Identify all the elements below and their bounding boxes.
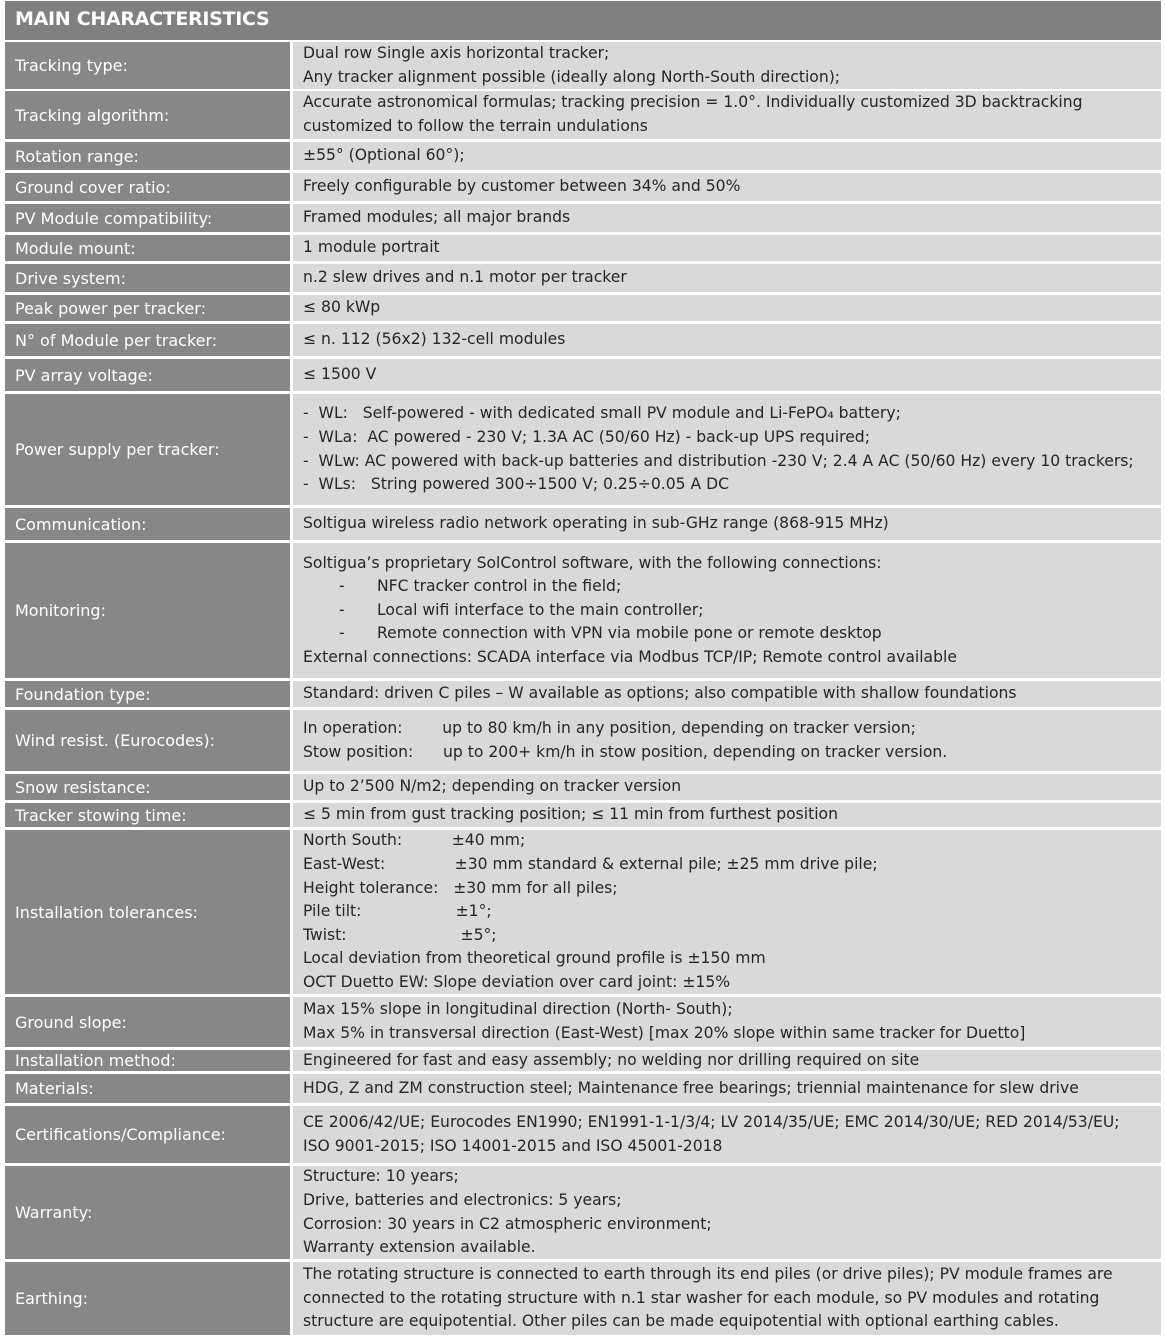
row-value bbox=[293, 710, 1161, 771]
row-label: Ground slope: bbox=[5, 997, 290, 1047]
table-row bbox=[5, 235, 1161, 261]
row-label: Tracking algorithm: bbox=[5, 91, 290, 139]
bullet-dash: - bbox=[339, 624, 345, 643]
value-line: Standard: driven C piles – W available as options; also compatible with shallow foundations bbox=[303, 684, 1017, 703]
bullet-line: - Remote connection with VPN via mobile pone or remote desktop bbox=[303, 622, 1161, 646]
value-line: Up to 2’500 N/m2; depending on tracker version bbox=[303, 777, 682, 796]
row-value bbox=[293, 803, 1161, 827]
row-label: N° of Module per tracker: bbox=[5, 324, 290, 356]
table-row bbox=[5, 508, 1161, 540]
bullet-line: - Local wifi interface to the main controller; bbox=[303, 599, 1161, 623]
value-line: ≤ 80 kWp bbox=[303, 298, 381, 317]
table-row bbox=[5, 173, 1161, 201]
table-row bbox=[5, 359, 1161, 391]
value-line: HDG, Z and ZM construction steel; Maintenance free bearings; triennial maintenance for slew drive bbox=[303, 1078, 1079, 1097]
bullet-dash: - bbox=[339, 600, 345, 619]
value-line: External connections: SCADA interface via Modbus TCP/IP; Remote control available bbox=[303, 647, 957, 666]
value-line: Local deviation from theoretical ground profile is ±150 mm bbox=[303, 949, 766, 968]
value-line: Stow position: up to 200+ km/h in stow position, depending on tracker version. bbox=[303, 742, 948, 761]
row-label: Drive system: bbox=[5, 264, 290, 292]
value-line: Framed modules; all major brands bbox=[303, 208, 571, 227]
table-row bbox=[5, 1106, 1161, 1163]
row-value bbox=[293, 204, 1161, 232]
value-line: East-West: ±30 mm standard & external pile; ±25 mm drive pile; bbox=[303, 855, 878, 874]
value-line: n.2 slew drives and n.1 motor per tracker bbox=[303, 268, 627, 287]
row-value bbox=[293, 173, 1161, 201]
row-label: Rotation range: bbox=[5, 142, 290, 170]
row-value bbox=[293, 295, 1161, 321]
table-row bbox=[5, 997, 1161, 1047]
row-value bbox=[293, 1262, 1161, 1335]
value-line: Freely configurable by customer between 34% and 50% bbox=[303, 177, 741, 196]
value-line: Height tolerance: ±30 mm for all piles; bbox=[303, 878, 618, 897]
value-line: Max 15% slope in longitudinal direction (North- South); bbox=[303, 1000, 733, 1019]
value-line: Any tracker alignment possible (ideally along North-South direction); bbox=[303, 67, 841, 86]
value-line: 1 module portrait bbox=[303, 238, 440, 257]
value-line: Soltigua wireless radio network operating in sub-GHz range (868-915 MHz) bbox=[303, 514, 889, 533]
row-label: Materials: bbox=[5, 1074, 290, 1103]
table-row bbox=[5, 264, 1161, 292]
table-row bbox=[5, 394, 1161, 505]
row-value bbox=[293, 997, 1161, 1047]
value-line: connected to the rotating structure with n.1 star washer for each module, so PV modules and rotating bbox=[303, 1288, 1100, 1307]
row-label: Warranty: bbox=[5, 1166, 290, 1259]
row-value bbox=[293, 91, 1161, 139]
row-value bbox=[293, 1074, 1161, 1103]
bullet-line: - NFC tracker control in the field; bbox=[303, 575, 1161, 599]
value-line: - WLs: String powered 300÷1500 V; 0.25÷0.05 A DC bbox=[303, 475, 730, 494]
row-value bbox=[293, 681, 1161, 707]
table-row bbox=[5, 803, 1161, 827]
table-row bbox=[5, 142, 1161, 170]
table-row bbox=[5, 42, 1161, 89]
table-row bbox=[5, 295, 1161, 321]
row-value bbox=[293, 394, 1161, 505]
table-row bbox=[5, 1050, 1161, 1071]
value-line: Accurate astronomical formulas; tracking precision = 1.0°. Individually customized 3D backtracking bbox=[303, 93, 1083, 112]
value-line: North South: ±40 mm; bbox=[303, 831, 526, 850]
section-title: MAIN CHARACTERISTICS bbox=[15, 8, 270, 30]
value-line: ±55° (Optional 60°); bbox=[303, 146, 465, 165]
row-value bbox=[293, 830, 1161, 994]
row-value bbox=[293, 324, 1161, 356]
row-value bbox=[293, 1166, 1161, 1259]
row-value bbox=[293, 42, 1161, 89]
value-line: Structure: 10 years; bbox=[303, 1167, 459, 1186]
value-line: structure are equipotential. Other piles can be made equipotential with optional earthing cables. bbox=[303, 1312, 1059, 1331]
value-line: In operation: up to 80 km/h in any position, depending on tracker version; bbox=[303, 718, 916, 737]
value-line: ≤ n. 112 (56x2) 132-cell modules bbox=[303, 330, 566, 349]
table-row bbox=[5, 1074, 1161, 1103]
value-line: Warranty extension available. bbox=[303, 1238, 536, 1257]
table-row bbox=[5, 681, 1161, 707]
bullet-dash: - bbox=[339, 577, 345, 596]
row-label: Earthing: bbox=[5, 1262, 290, 1335]
row-label: Tracker stowing time: bbox=[5, 803, 290, 827]
row-value bbox=[293, 508, 1161, 540]
row-value bbox=[293, 142, 1161, 170]
value-line: - WL: Self-powered - with dedicated small PV module and Li-FePO₄ battery; bbox=[303, 404, 901, 423]
value-line: Engineered for fast and easy assembly; no welding nor drilling required on site bbox=[303, 1050, 920, 1069]
table-row bbox=[5, 774, 1161, 800]
row-label: Snow resistance: bbox=[5, 774, 290, 800]
row-label: Tracking type: bbox=[5, 42, 290, 89]
row-label: PV Module compatibility: bbox=[5, 204, 290, 232]
value-line: Max 5% in transversal direction (East-West) [max 20% slope within same tracker for Duetto] bbox=[303, 1024, 1026, 1042]
table-row bbox=[5, 1166, 1161, 1259]
value-line: - WLw: AC powered with back-up batteries and distribution -230 V; 2.4 A AC (50/60 Hz) every 10 trackers; bbox=[303, 451, 1134, 470]
row-value bbox=[293, 359, 1161, 391]
value-line: ISO 9001-2015; ISO 14001-2015 and ISO 45001-2018 bbox=[303, 1136, 723, 1155]
row-label: Wind resist. (Eurocodes): bbox=[5, 710, 290, 771]
row-value bbox=[293, 543, 1161, 678]
value-line: Soltigua’s proprietary SolControl software, with the following connections: bbox=[303, 553, 882, 572]
table-row bbox=[5, 324, 1161, 356]
row-label: Foundation type: bbox=[5, 681, 290, 707]
table-row bbox=[5, 204, 1161, 232]
row-label: Peak power per tracker: bbox=[5, 295, 290, 321]
value-line: Pile tilt: ±1°; bbox=[303, 902, 492, 921]
value-line: ≤ 1500 V bbox=[303, 365, 377, 384]
row-label: Power supply per tracker: bbox=[5, 394, 290, 505]
row-value bbox=[293, 774, 1161, 800]
row-label: Communication: bbox=[5, 508, 290, 540]
value-line: Drive, batteries and electronics: 5 years; bbox=[303, 1190, 622, 1209]
value-line: Dual row Single axis horizontal tracker; bbox=[303, 43, 610, 62]
row-value bbox=[293, 1106, 1161, 1163]
value-line: customized to follow the terrain undulations bbox=[303, 117, 648, 135]
row-label: Ground cover ratio: bbox=[5, 173, 290, 201]
table-row bbox=[5, 1262, 1161, 1335]
row-label: Installation tolerances: bbox=[5, 830, 290, 994]
table-row bbox=[5, 91, 1161, 139]
value-line: Corrosion: 30 years in C2 atmospheric environment; bbox=[303, 1214, 712, 1233]
table-row bbox=[5, 710, 1161, 771]
table-row bbox=[5, 543, 1161, 678]
row-value bbox=[293, 235, 1161, 261]
table-row bbox=[5, 830, 1161, 994]
row-value bbox=[293, 1050, 1161, 1071]
row-label: PV array voltage: bbox=[5, 359, 290, 391]
row-label: Certifications/Compliance: bbox=[5, 1106, 290, 1163]
value-line: Twist: ±5°; bbox=[303, 925, 497, 944]
row-label: Installation method: bbox=[5, 1050, 290, 1071]
value-line: - WLa: AC powered - 230 V; 1.3A AC (50/60 Hz) - back-up UPS required; bbox=[303, 427, 870, 446]
value-line: The rotating structure is connected to earth through its end piles (or drive piles); PV module frames are bbox=[303, 1265, 1113, 1284]
row-value bbox=[293, 264, 1161, 292]
value-line: CE 2006/42/UE; Eurocodes EN1990; EN1991-1-1/3/4; LV 2014/35/UE; EMC 2014/30/UE; RED 2014/53/EU; bbox=[303, 1112, 1120, 1131]
section-title-bar bbox=[5, 1, 1161, 40]
row-label: Monitoring: bbox=[5, 543, 290, 678]
value-line: ≤ 5 min from gust tracking position; ≤ 11 min from furthest position bbox=[303, 805, 838, 824]
value-line: OCT Duetto EW: Slope deviation over card joint: ±15% bbox=[303, 972, 731, 991]
row-label: Module mount: bbox=[5, 235, 290, 261]
